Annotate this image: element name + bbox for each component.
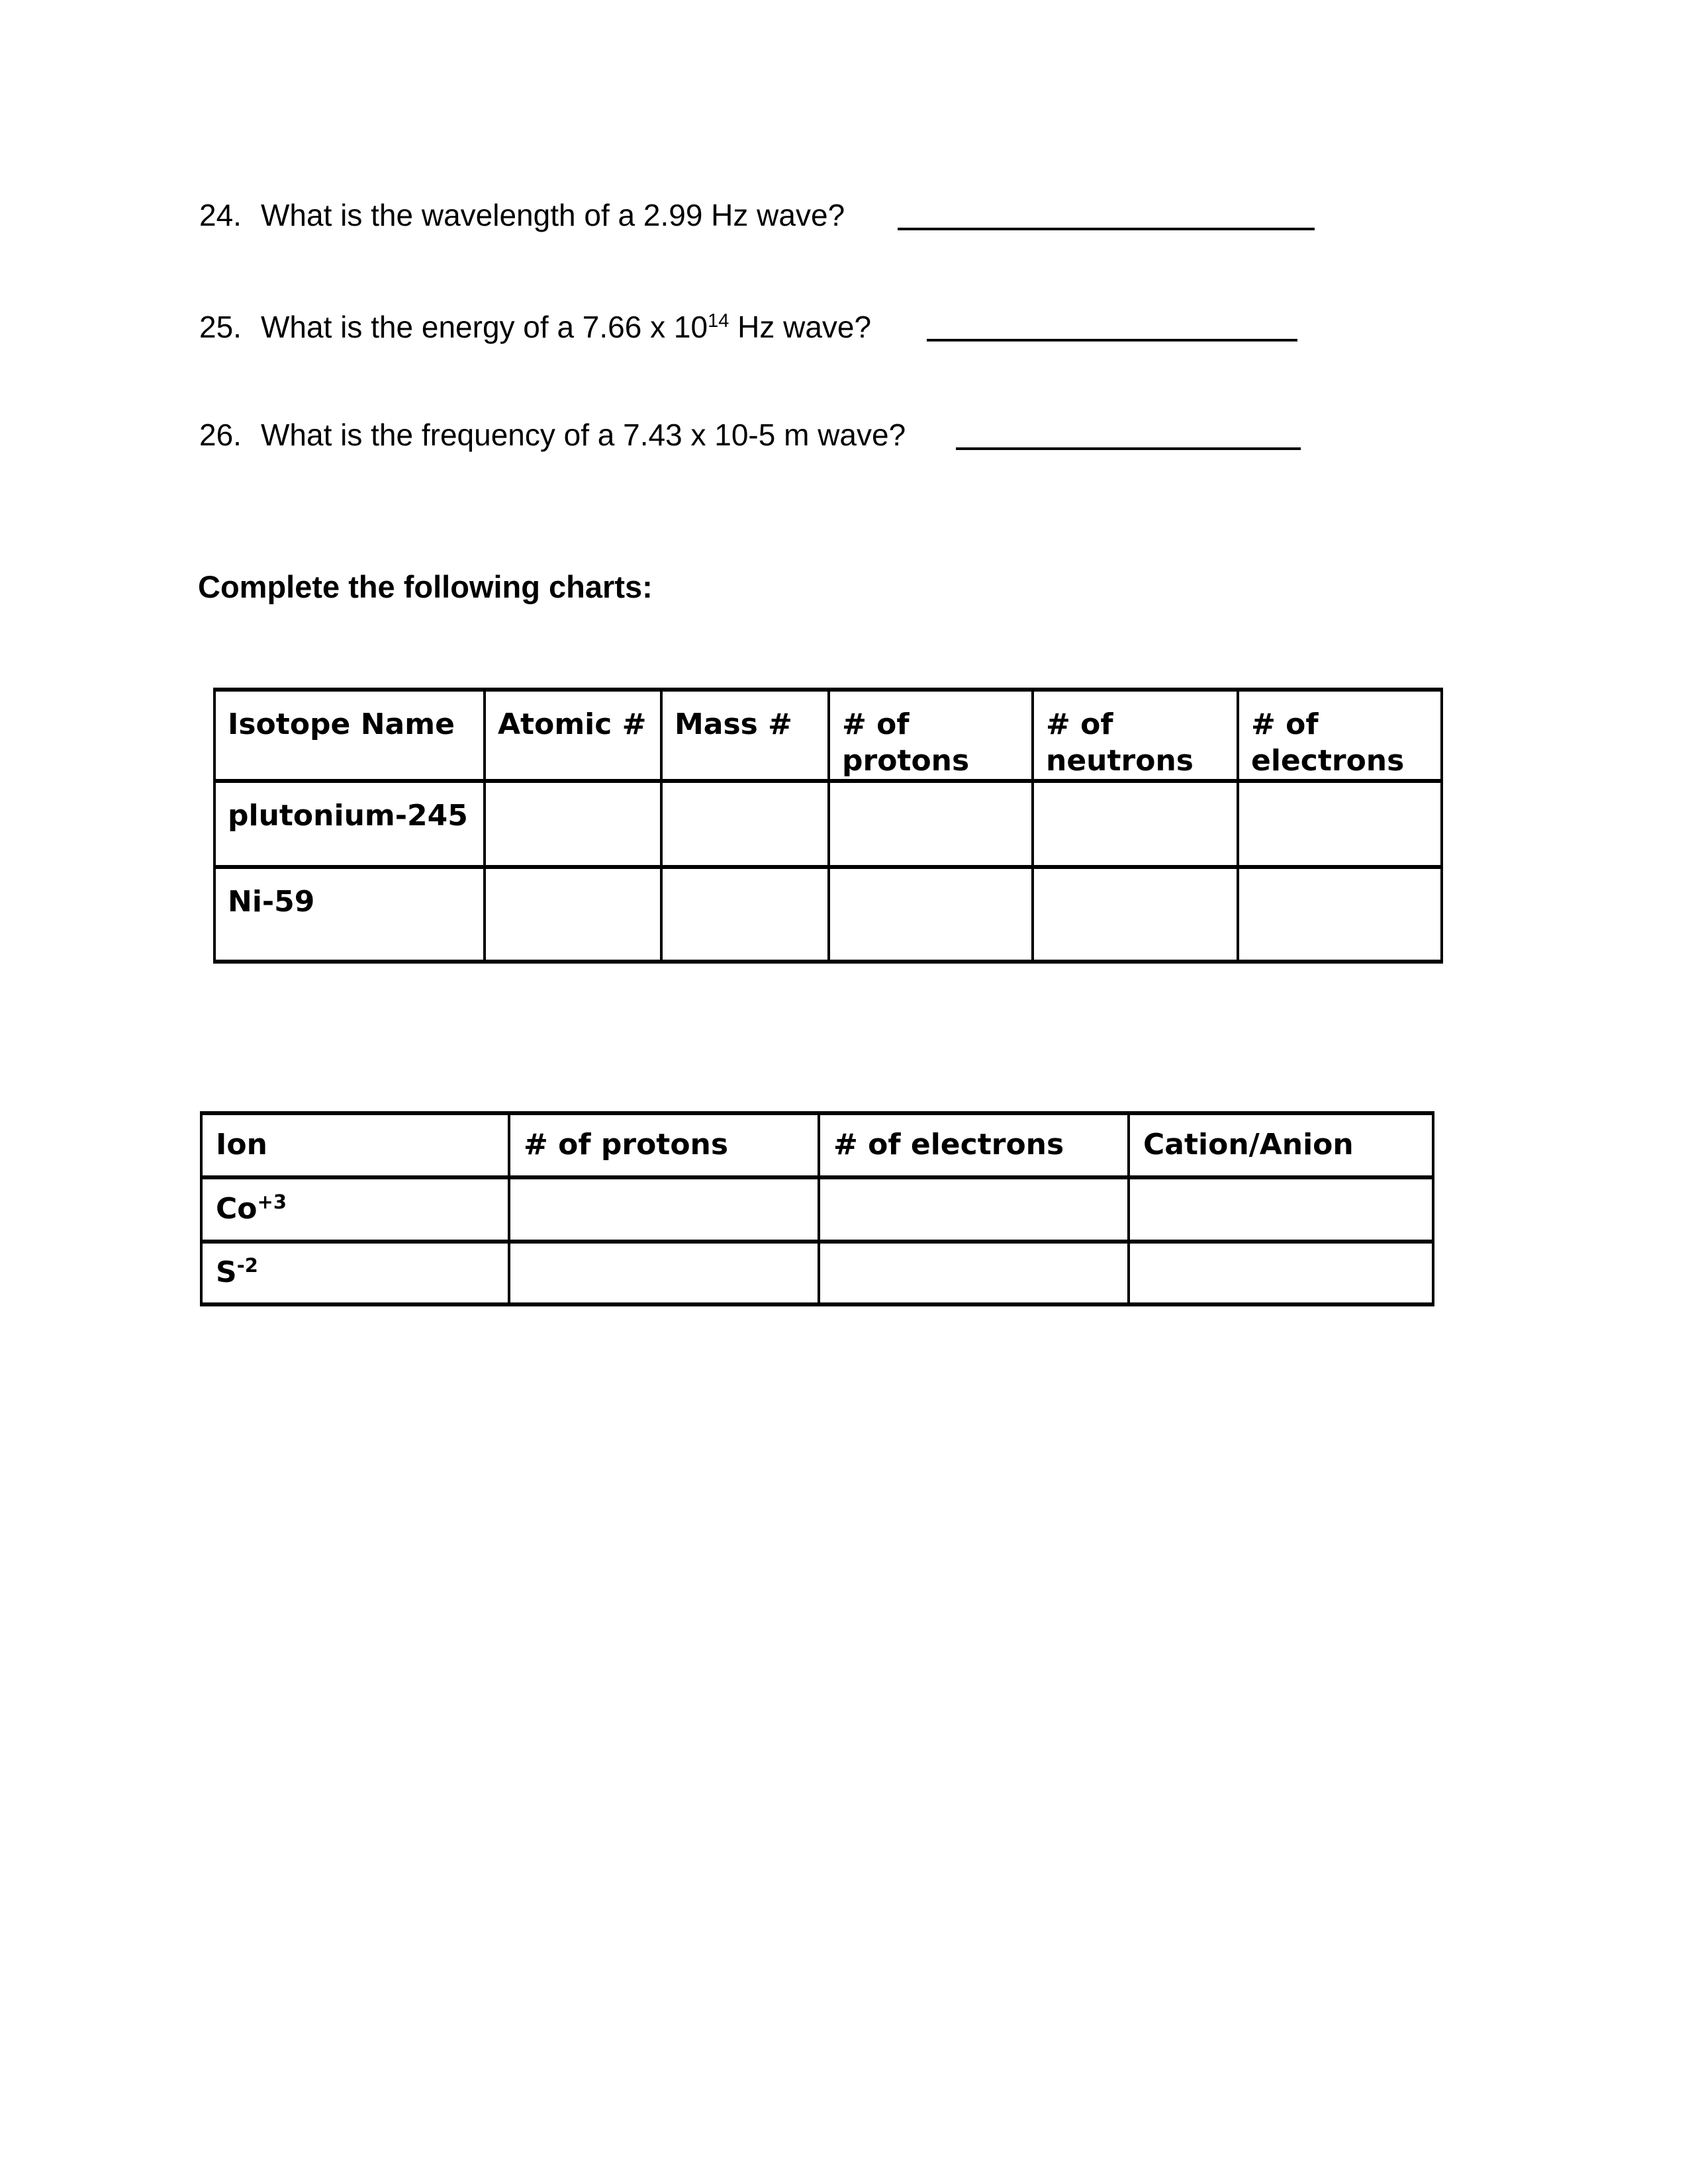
empty-cell — [485, 867, 661, 962]
question-25-number: 25. — [199, 310, 242, 344]
question-24-text: What is the wavelength of a 2.99 Hz wave? — [261, 198, 845, 232]
row-label-plutonium-245: plutonium-245 — [214, 781, 485, 867]
row-label-sulfur-ion: $S^{-2}$ — [201, 1242, 509, 1304]
isotope-table — [213, 688, 1443, 964]
column-header-num-electrons: # of electrons — [819, 1113, 1129, 1177]
row-label-ni-59: Ni-59 — [214, 867, 485, 962]
empty-cell — [829, 867, 1033, 962]
question-25 — [199, 312, 871, 342]
question-24-number: 24. — [199, 198, 242, 232]
table-row — [201, 1177, 1433, 1242]
table-row — [214, 781, 1442, 867]
row-label-cobalt-ion: $Co^{+3}$ — [201, 1177, 509, 1242]
column-header-mass-number: Mass # — [661, 690, 829, 781]
table-row — [214, 867, 1442, 962]
empty-cell — [829, 781, 1033, 867]
empty-cell — [1129, 1177, 1433, 1242]
question-24 — [199, 200, 845, 230]
empty-cell — [1033, 781, 1238, 867]
column-header-num-protons: # of protons — [829, 690, 1033, 781]
ion-table-header-row — [201, 1113, 1433, 1177]
column-header-isotope-name: Isotope Name — [214, 690, 485, 781]
column-header-atomic-number: Atomic # — [485, 690, 661, 781]
empty-cell — [509, 1242, 819, 1304]
column-header-num-protons: # of protons — [509, 1113, 819, 1177]
empty-cell — [485, 781, 661, 867]
column-header-num-electrons: # of electrons — [1238, 690, 1442, 781]
ion-table — [200, 1111, 1434, 1306]
question-26-number: 26. — [199, 418, 242, 452]
question-26-text: What is the frequency of a 7.43 x 10-5 m wave? — [261, 418, 906, 452]
answer-blank-26 — [956, 447, 1301, 450]
question-26 — [199, 420, 906, 450]
isotope-table-header-row — [214, 690, 1442, 781]
empty-cell — [819, 1177, 1129, 1242]
answer-blank-25 — [927, 339, 1297, 341]
column-header-num-neutrons: # of neutrons — [1033, 690, 1238, 781]
empty-cell — [1238, 781, 1442, 867]
ion-charge-superscript: +3 — [257, 1191, 287, 1214]
empty-cell — [661, 867, 829, 962]
empty-cell — [1033, 867, 1238, 962]
question-25-exponent: 14 — [708, 310, 729, 332]
table-row — [201, 1242, 1433, 1304]
column-header-cation-anion: Cation/Anion — [1129, 1113, 1433, 1177]
question-25-text: What is the energy of a 7.66 x $10^{14}$ Hz wave? — [261, 310, 872, 344]
empty-cell — [509, 1177, 819, 1242]
ion-charge-superscript: -2 — [236, 1254, 258, 1277]
charts-heading: Complete the following charts: — [198, 569, 653, 604]
empty-cell — [661, 781, 829, 867]
empty-cell — [1129, 1242, 1433, 1304]
empty-cell — [1238, 867, 1442, 962]
empty-cell — [819, 1242, 1129, 1304]
answer-blank-24 — [898, 228, 1315, 230]
column-header-ion: Ion — [201, 1113, 509, 1177]
